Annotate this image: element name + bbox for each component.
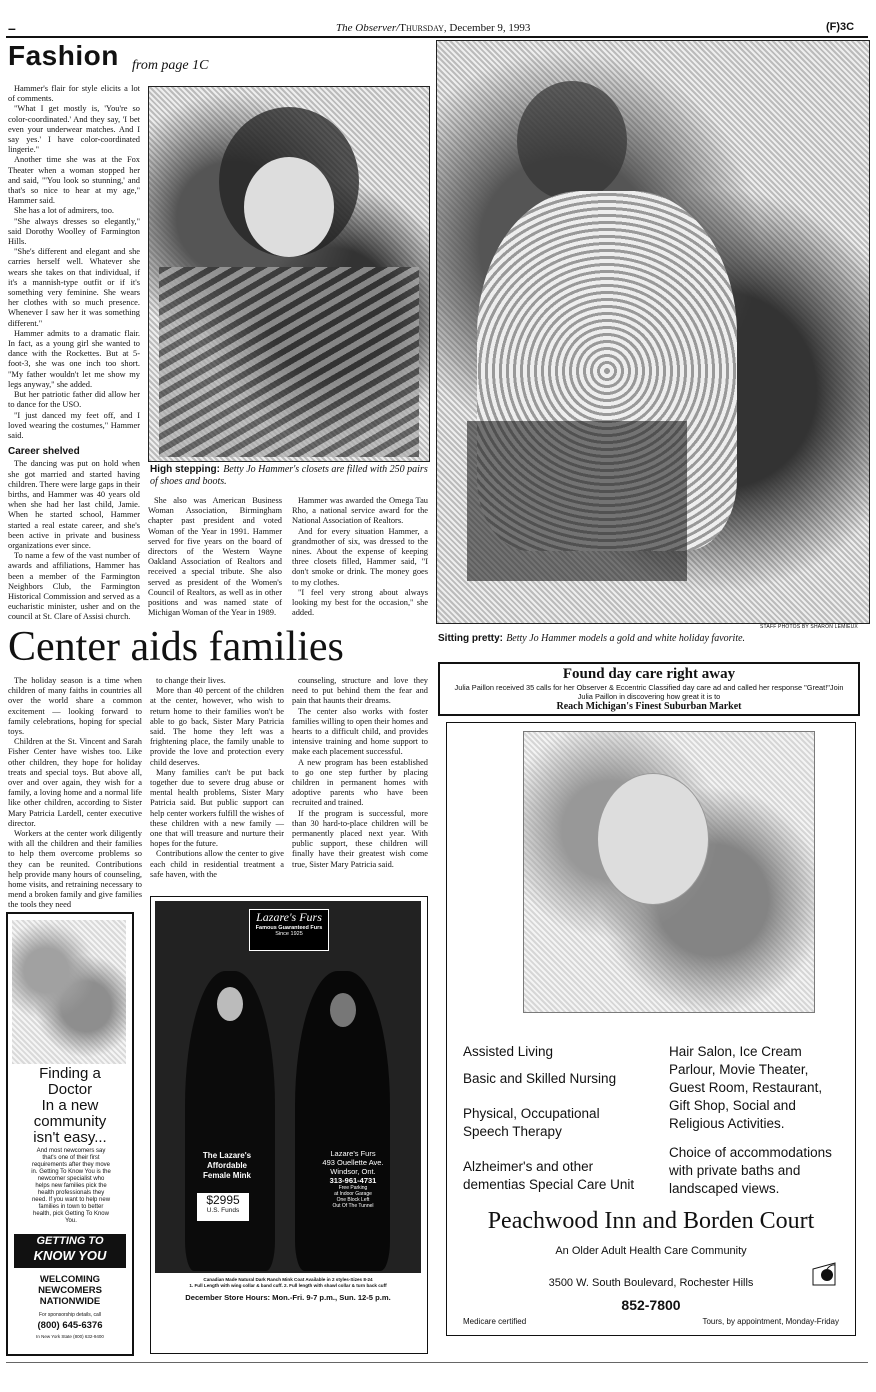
amenity: Hair Salon, Ice Cream	[669, 1044, 802, 1059]
page-header	[336, 22, 530, 34]
store-line: 313-961-4731	[329, 1176, 377, 1185]
peachwood-tours: Tours, by appointment, Monday-Friday	[702, 1317, 839, 1326]
paragraph: Many families can't be put back together due to severe drug abuse or mental health problems, Sister Mary Patricia said. But public support can help center workers fulfill the wishes of these children with a new family — one that will treasure and nurture their hopes for the future.	[150, 767, 284, 849]
service: Physical, Occupational	[463, 1106, 600, 1121]
paragraph: "I feel very strong about always looking my best for the occasion," she added.	[292, 587, 428, 618]
headline-line: Finding a	[39, 1065, 101, 1082]
photo-sitting	[436, 40, 870, 624]
amenity: Religious Activities.	[669, 1116, 785, 1131]
headline-line: In a new	[41, 1097, 99, 1114]
peachwood-ad	[446, 722, 856, 1336]
headline-line: community	[33, 1113, 107, 1130]
promo-line: Female Mink	[202, 1171, 251, 1180]
furs-left-text	[179, 1151, 275, 1181]
paragraph: To name a few of the vast number of awards and affiliations, Hammer has been a member of the Farmington Neighbors Club, the Farmington Historical Commission and served as a eucharistic minister, usher and on the council at St. Clare of Assisi church.	[8, 551, 140, 622]
store-line: at Indoor Garage	[334, 1191, 372, 1197]
doctor-headline	[8, 1066, 132, 1146]
caption-high-stepping	[150, 464, 430, 488]
brand-since: Since 1925	[275, 931, 303, 937]
caption-sitting-pretty	[438, 633, 868, 644]
fashion-jump: from page 1C	[132, 58, 209, 73]
price-funds: U.S. Funds	[206, 1207, 240, 1214]
services-right	[669, 1043, 849, 1198]
service: Assisted Living	[463, 1044, 554, 1059]
daycare-line2: Reach Michigan's Finest Suburban Market	[556, 701, 742, 712]
photo-shoes	[148, 86, 430, 462]
doctor-body: And most newcomers say that's one of their first requirements after they move in. Getting To Know You is the newcomer specialist who helps new families pick the health professionals they need. If you want to help new families in town to better health, pick Getting To Know You.	[31, 1148, 111, 1224]
amenity: Gift Shop, Social and	[669, 1098, 796, 1113]
center-col2	[150, 676, 284, 880]
caption-text: Betty Jo Hammer models a gold and white holiday favorite.	[506, 633, 746, 644]
doctor-illustration	[12, 920, 126, 1064]
furs-hours: December Store Hours: Mon.-Fri. 9-7 p.m., Sun. 12-5 p.m.	[185, 1293, 391, 1302]
store-line: Out Of The Tunnel	[332, 1203, 374, 1209]
amenity: with private baths and	[669, 1163, 801, 1178]
paragraph: The center also works with foster families willing to open their homes and hearts to a difficult child, and provides intensive training and home support to make each placement successful.	[292, 706, 428, 757]
store-line: 493 Ouellette Ave.	[322, 1158, 384, 1167]
photo-credit: STAFF PHOTOS BY SHARON LEMIEUX	[760, 624, 858, 630]
service: Alzheimer's and other	[463, 1159, 594, 1174]
paragraph: Contributions allow the center to give each child in residential treatment a safe haven, with the	[150, 849, 284, 879]
store-line: Windsor, Ont.	[330, 1167, 376, 1176]
paragraph: Hammer's flair for style elicits a lot of comments.	[8, 84, 140, 104]
brand-tag: Famous Guaranteed Furs	[255, 925, 323, 931]
doctor-sponsor: For sponsorship details, call	[39, 1312, 101, 1318]
headline-line: Doctor	[47, 1081, 93, 1098]
center-col1	[8, 676, 142, 911]
furs-fine-print	[155, 1277, 421, 1289]
model-face	[330, 993, 356, 1027]
caption-label: High stepping:	[150, 464, 220, 475]
daycare-line1: Julia Paillon received 35 calls for her Observer & Eccentric Classified day care ad and called her response "Great!"Join Julia Paillon in discovering how great it is to	[454, 683, 844, 701]
fashion-col1	[8, 84, 140, 623]
paragraph: "She's different and elegant and she carries herself well. Whatever she wears she takes on that individual, if it's a mannish-type outfit or if it's something very feminine. She wears her clothes with so much presence. Whenever I saw her it was something different."	[8, 247, 140, 328]
paragraph: The dancing was put on hold when she got married and started having children. There were large gaps in their births, and Hammer was 40 years old when she had her last child, Jamie. When he started school, Hammer started a real estate career, and she's been active in private and business organizations ever since.	[8, 459, 140, 550]
day: Thursday	[399, 22, 444, 34]
logo-line: KNOW YOU	[33, 1248, 107, 1263]
logo-line: GETTING TO	[36, 1235, 104, 1247]
paragraph: The holiday season is a time when children of many faiths in countries all over the world share a common excitement — looking forward to family celebrations, hoping for special toys.	[8, 676, 142, 737]
paragraph: And for every situation Hammer, a grandmother of six, was dressed to the nines. About the expense of keeping three closets filled, Hammer said, "I don't smoke or drink. The money goes to my clothes.	[292, 526, 428, 587]
paragraph: Hammer admits to a dramatic flair. In fact, as a young girl she wanted to dance with the Rockettes. But at 5-foot-3, she was one inch too short. "My father wouldn't let me show my legs anyway," she added.	[8, 328, 140, 389]
amenity: Choice of accommodations	[669, 1145, 832, 1160]
caption-label: Sitting pretty:	[438, 633, 503, 644]
furs-right-text	[305, 1149, 401, 1209]
brand: Lazare's Furs	[256, 910, 322, 924]
promo-line: The Lazare's	[202, 1151, 252, 1160]
center-col3	[292, 676, 428, 870]
paper-name: The Observer/	[336, 22, 400, 34]
doctor-ny: In New York State (800) 632-9400	[36, 1334, 104, 1339]
paragraph: "She always dresses so elegantly," said Dorothy Woolley of Farmington Hills.	[8, 216, 140, 247]
doctor-phone: (800) 645-6376	[37, 1320, 103, 1331]
services-left	[463, 1043, 663, 1194]
fashion-col2	[148, 496, 282, 618]
photo-figure	[244, 157, 334, 257]
header-dash: –	[8, 20, 16, 36]
paragraph: She also was American Business Woman Association, Birmingham chapter past president and voted Woman of the Year in 1991. Hammer served for five years on the board of directors of the Western Wayne Oakland Association of Realtors and received a special tribute. She also served as president of the Women's Council of Realtors, as well as in other positions and was named state of Michigan Woman of the Year in 1989.	[148, 496, 282, 618]
peachwood-medicare: Medicare certified	[463, 1317, 527, 1326]
paragraph: counseling, structure and love they need to put behind them the fear and pain that haunts their dreams.	[292, 676, 428, 706]
paragraph: She has a lot of admirers, too.	[14, 206, 115, 216]
headline-line: isn't easy...	[33, 1129, 107, 1146]
page-number: (F)3C	[826, 21, 855, 33]
photo-figure	[517, 81, 627, 201]
fashion-headline: Fashion	[8, 40, 119, 71]
paragraph: "What I get mostly is, 'You're so color-coordinated.' And they say, 'I bet even your underwear matches. And I say yes.' I have color-coordinated lingerie."	[8, 104, 140, 155]
paragraph: Workers at the center work diligently with all the children and their families to help them overcome problems so they can be reunited. Contributions help provide many hours of counseling, home visits, and retraining necessary to mend a broken family and give families the tools they need	[8, 829, 142, 910]
tagline-line: NEWCOMERS	[38, 1285, 102, 1296]
model-face	[217, 987, 243, 1021]
store-line: Lazare's Furs	[330, 1149, 376, 1158]
amenity: landscaped views.	[669, 1181, 780, 1196]
tagline-line: WELCOMING	[39, 1274, 101, 1285]
peachwood-phone: 852-7800	[621, 1297, 681, 1313]
furs-price-box	[197, 1193, 249, 1221]
paragraph: Another time she was at the Fox Theater when a woman stopped her and said, "'You look so stunning,' and that's so nice to hear at my age," Hammer said.	[8, 155, 140, 206]
store-line: One Block Left	[336, 1197, 370, 1203]
header-rule	[6, 36, 868, 38]
fine-line: 1. Full Length with wing collar & band cuff. 2. Full length with shawl collar & turn back cuff	[189, 1283, 387, 1288]
paragraph: More than 40 percent of the children at the center, however, who wish to return home to their families won't be able to go back, Sister Mary Patricia said. The home they left was a frightening place, the family unable to provide the love and protection every child deserves.	[150, 686, 284, 767]
paragraph: Hammer was awarded the Omega Tau Rho, a national service award for the National Association of Realtors.	[292, 496, 428, 526]
furs-ad	[150, 896, 428, 1354]
service: dementias Special Care Unit	[463, 1177, 635, 1192]
paragraph: A new program has been established to go one step further by placing children in permanent homes with adoptive parents who have been recruited and trained.	[292, 757, 428, 808]
bottom-rule	[6, 1362, 868, 1363]
caption-text: Betty Jo Hammer's closets are filled with 250 pairs of shoes and boots.	[150, 464, 428, 487]
paragraph: to change their lives.	[156, 676, 226, 685]
daycare-ad	[438, 662, 860, 716]
peachwood-address: 3500 W. South Boulevard, Rochester Hills	[548, 1277, 754, 1289]
fine-line: Canadian Made Natural Dark Ranch Mink Coat Available in 2 styles-Sizes 8-24	[203, 1277, 373, 1282]
amenity: Parlour, Movie Theater,	[669, 1062, 809, 1077]
peachwood-tagline: An Older Adult Health Care Community	[555, 1245, 747, 1257]
service: Speech Therapy	[463, 1124, 562, 1139]
resident-face	[597, 773, 709, 905]
daycare-title: Found day care right away	[562, 666, 736, 682]
date: , December 9, 1993	[443, 22, 531, 34]
paragraph: If the program is successful, more than 30 hard-to-place children will be permanently placed next year. With public support, these children will finally have their greatest wish come true, Sister Mary Patricia said.	[292, 808, 428, 869]
peachwood-name: Peachwood Inn and Borden Court	[487, 1208, 815, 1234]
photo-figure	[159, 267, 419, 457]
gtky-logo	[14, 1234, 126, 1268]
amenity: Guest Room, Restaurant,	[669, 1080, 823, 1095]
service: Basic and Skilled Nursing	[463, 1071, 617, 1086]
promo-line: Affordable	[207, 1161, 247, 1170]
tagline-line: NATIONWIDE	[39, 1296, 101, 1307]
store-line: Free Parking	[338, 1185, 368, 1191]
fashion-col3	[292, 496, 428, 618]
paragraph: But her patriotic father did allow her to dance for the USO.	[8, 390, 140, 410]
furs-photo	[155, 901, 421, 1273]
photo-figure	[467, 421, 687, 581]
paragraph: Children at the St. Vincent and Sarah Fisher Center have wishes too. Like other children, they hope for holiday treats and special toys. But above all, over and over again, they wish for a family, a loving home and a normal life like other children, according to Sister Mary Patricia Lardell, center executive director.	[8, 737, 142, 828]
subhead-career: Career shelved	[8, 446, 80, 458]
doctor-welcoming	[8, 1274, 132, 1307]
center-headline: Center aids families	[8, 624, 344, 670]
furs-logo	[249, 909, 329, 951]
doctor-ad	[6, 912, 134, 1356]
price: $2995	[206, 1193, 240, 1207]
paragraph: "I just danced my feet off, and I loved wearing the costumes," Hammer said.	[8, 410, 140, 440]
